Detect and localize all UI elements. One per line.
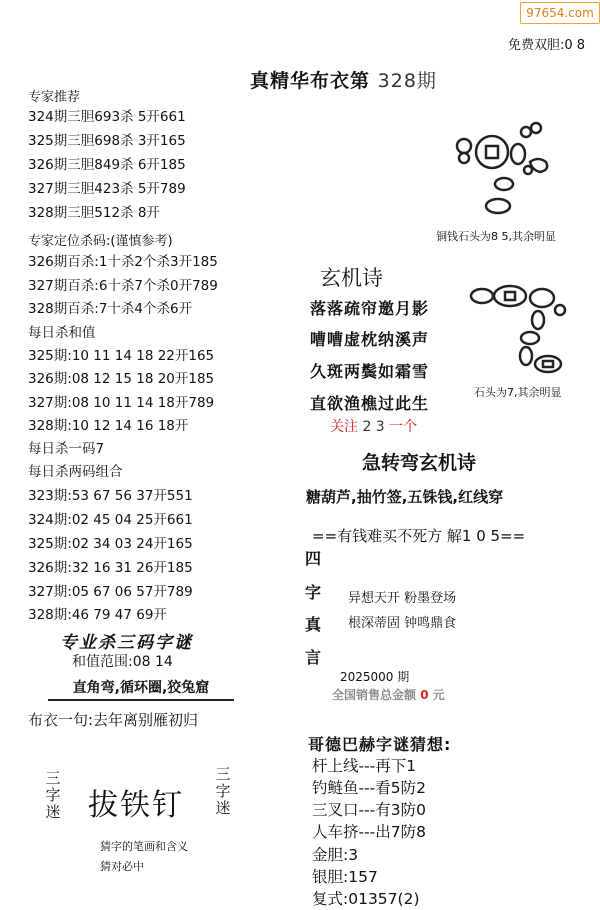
poem-line: 久斑两鬓如霜雪	[310, 362, 430, 381]
coin-caption-1: 铜钱石头为8 5,其余明显	[436, 230, 556, 243]
vertical-label-right: 三字迷	[215, 765, 231, 817]
money-line: ==有钱难买不死方 解1 0 5==	[312, 527, 526, 545]
goebbels-line: 三叉口---有3防0	[312, 801, 427, 819]
two-code-line: 325期:02 34 03 24开165	[28, 536, 193, 552]
goebbels-line: 杆上线---再下1	[312, 757, 417, 775]
expert-recommend-heading: 专家推荐	[28, 90, 81, 105]
puzzle-title: 专业杀三码字谜	[60, 633, 193, 653]
expert-line: 327期三胆423杀 5开789	[28, 181, 186, 197]
follow-digits: 2 3	[362, 419, 385, 435]
follow-suffix: 一个	[389, 419, 418, 435]
poem-line: 嘈嘈虚枕纳溪声	[310, 330, 430, 349]
turn-poem-line: 糖葫芦,抽竹签,五铢钱,红线穿	[306, 488, 504, 506]
sum-line: 328期:10 12 14 16 18开	[28, 418, 189, 434]
follow-prefix: 关注	[330, 419, 358, 435]
sales-total-value: 0	[420, 688, 429, 702]
expert-kill-heading: 专家定位杀码:(谨慎参考)	[28, 234, 173, 249]
goebbels-line: 人车挤---出7防8	[312, 823, 427, 841]
title-name: 真精华布衣第	[250, 70, 371, 92]
site-watermark: 97654.com	[520, 2, 600, 24]
follow-line	[330, 416, 417, 436]
expert-line: 324期三胆693杀 5开661	[28, 109, 186, 125]
daily-two-heading: 每日杀两码组合	[28, 464, 123, 480]
two-code-line: 327期:05 67 06 57开789	[28, 584, 193, 600]
sales-total-prefix: 全国销售总金额	[332, 688, 417, 702]
daily-sum-heading: 每日杀和值	[28, 325, 96, 341]
riddle-hint-2: 猜对必中	[100, 860, 144, 873]
two-code-line: 328期:46 79 47 69开	[28, 607, 167, 623]
sales-total	[332, 686, 445, 703]
poem-line: 直欲渔樵过此生	[310, 394, 430, 413]
sum-range: 和值范围:08 14	[72, 654, 173, 670]
coin-caption-2: 石头为7,其余明显	[474, 386, 562, 399]
daily-one-code: 每日杀一码7	[28, 441, 105, 457]
four-char: 四	[305, 549, 322, 568]
idiom-row: 根深蒂固 钟鸣鼎食	[348, 616, 457, 631]
coin-illustration-1	[450, 118, 560, 218]
goebbels-line: 钓鲢鱼---看5防2	[312, 779, 427, 797]
goebbels-line: 复式:01357(2)	[312, 890, 420, 908]
sales-total-suffix: 元	[432, 688, 445, 702]
sales-issue: 2025000 期	[340, 670, 410, 684]
two-code-line: 324期:02 45 04 25开661	[28, 512, 193, 528]
kill-line: 328期百杀:7十杀4个杀6开	[28, 301, 193, 317]
four-char: 真	[305, 615, 322, 634]
expert-line: 325期三胆698杀 3开165	[28, 133, 186, 149]
coin-illustration-2	[468, 280, 568, 380]
sum-line: 325期:10 11 14 18 22开165	[28, 348, 215, 364]
goebbels-line: 银胆:157	[312, 868, 378, 886]
four-char: 言	[305, 648, 322, 667]
sum-line: 327期:08 10 11 14 18开789	[28, 395, 215, 411]
title-issue: 328期	[377, 70, 437, 92]
expert-line: 326期三胆849杀 6开185	[28, 157, 186, 173]
four-char: 字	[305, 583, 322, 602]
vertical-label-left: 三字迷	[45, 769, 61, 821]
cloth-line: 布衣一句:去年离别雁初归	[28, 711, 199, 729]
poem-line: 落落疏帘邀月影	[310, 299, 430, 318]
riddle-hint: 猜字的笔画和含义	[100, 840, 188, 853]
two-code-line: 323期:53 67 56 37开551	[28, 488, 193, 504]
idiom-row: 异想天开 粉墨登场	[348, 591, 457, 606]
page-title	[250, 66, 437, 93]
expert-line: 328期三胆512杀 8开	[28, 205, 160, 221]
turn-poem-title: 急转弯玄机诗	[362, 452, 477, 474]
free-pair-text: 免费双胆:0 8	[508, 38, 586, 53]
poem-title: 玄机诗	[320, 266, 383, 290]
goebbels-title: 哥德巴赫字谜猜想:	[308, 735, 452, 754]
two-code-line: 326期:32 16 31 26开185	[28, 560, 193, 576]
sum-line: 326期:08 12 15 18 20开185	[28, 371, 215, 387]
kill-line: 326期百杀:1十杀2个杀3开185	[28, 254, 218, 270]
big-riddle: 拔铁钉	[88, 788, 184, 823]
kill-line: 327期百杀:6十杀7个杀0开789	[28, 278, 218, 294]
goebbels-line: 金胆:3	[312, 846, 359, 864]
puzzle-bracket: 直角弯,循环圈,狡兔窟	[48, 677, 234, 701]
